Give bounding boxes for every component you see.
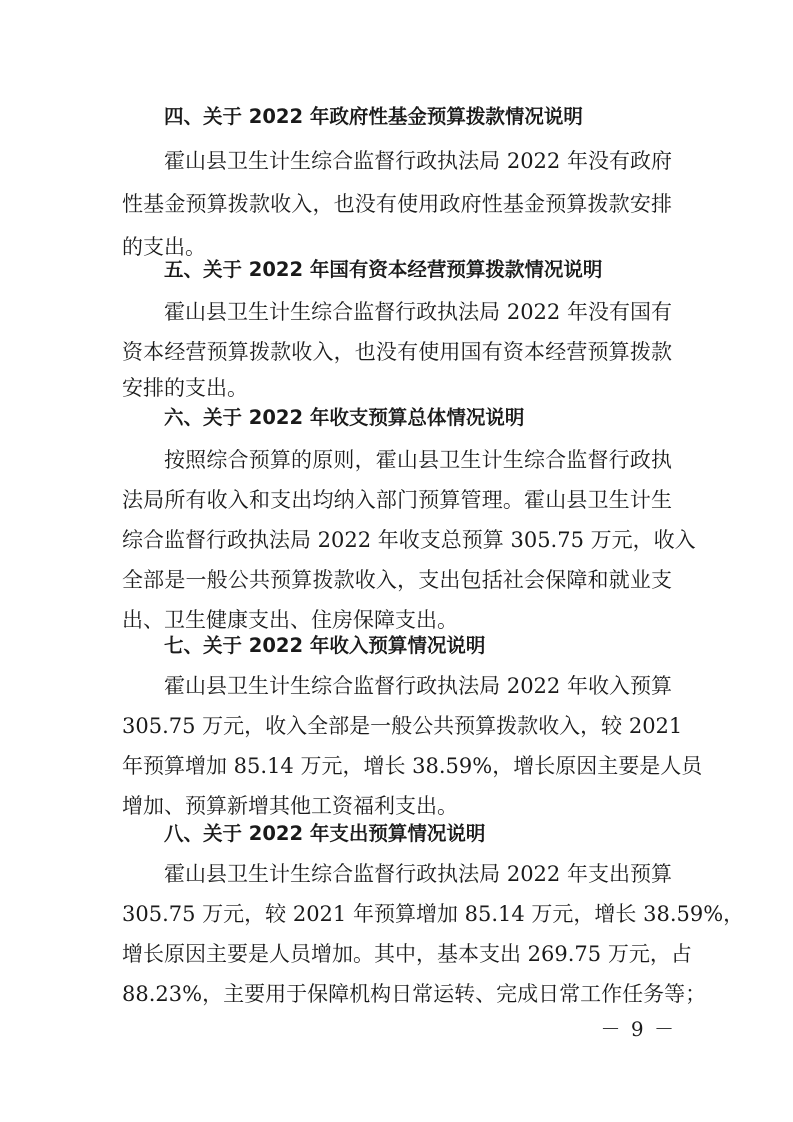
- section-4-line-3: 的支出。: [122, 235, 206, 259]
- section-6-line-4: 全部是一般公共预算拨款收入，支出包括社会保障和就业支: [122, 568, 672, 592]
- section-8-line-4: 88.23%，主要用于保障机构日常运转、完成日常工作任务等；: [122, 982, 707, 1006]
- section-8-heading: 八、关于 2022 年支出预算情况说明: [164, 822, 486, 845]
- section-5-line-2: 资本经营预算拨款收入，也没有使用国有资本经营预算拨款: [122, 340, 672, 364]
- section-7-heading: 七、关于 2022 年收入预算情况说明: [164, 634, 486, 657]
- section-6-line-5: 出、卫生健康支出、住房保障支出。: [122, 608, 458, 632]
- section-8-line-1: 霍山县卫生计生综合监督行政执法局 2022 年支出预算: [164, 862, 672, 886]
- section-4-line-2: 性基金预算拨款收入，也没有使用政府性基金预算拨款安排: [122, 192, 672, 216]
- section-4-heading: 四、关于 2022 年政府性基金预算拨款情况说明: [164, 105, 583, 128]
- section-6-heading: 六、关于 2022 年收支预算总体情况说明: [164, 406, 525, 429]
- section-5-line-1: 霍山县卫生计生综合监督行政执法局 2022 年没有国有: [164, 300, 672, 324]
- section-7-line-4: 增加、预算新增其他工资福利支出。: [122, 794, 458, 818]
- section-6-line-3: 综合监督行政执法局 2022 年收支总预算 305.75 万元，收入: [122, 528, 696, 552]
- section-5-heading: 五、关于 2022 年国有资本经营预算拨款情况说明: [164, 258, 603, 281]
- section-6-line-1: 按照综合预算的原则，霍山县卫生计生综合监督行政执: [164, 448, 672, 472]
- section-7-line-2: 305.75 万元，收入全部是一般公共预算拨款收入，较 2021: [122, 714, 683, 738]
- section-8-line-2: 305.75 万元，较 2021 年预算增加 85.14 万元，增长 38.59%，: [122, 902, 745, 926]
- section-5-line-3: 安排的支出。: [122, 376, 248, 400]
- section-7-line-1: 霍山县卫生计生综合监督行政执法局 2022 年收入预算: [164, 674, 672, 698]
- section-7-line-3: 年预算增加 85.14 万元，增长 38.59%，增长原因主要是人员: [122, 754, 703, 778]
- page-number: － 9 －: [600, 1017, 676, 1041]
- section-6-line-2: 法局所有收入和支出均纳入部门预算管理。霍山县卫生计生: [122, 488, 672, 512]
- section-4-line-1: 霍山县卫生计生综合监督行政执法局 2022 年没有政府: [164, 149, 672, 173]
- section-8-line-3: 增长原因主要是人员增加。其中，基本支出 269.75 万元，占: [122, 942, 692, 966]
